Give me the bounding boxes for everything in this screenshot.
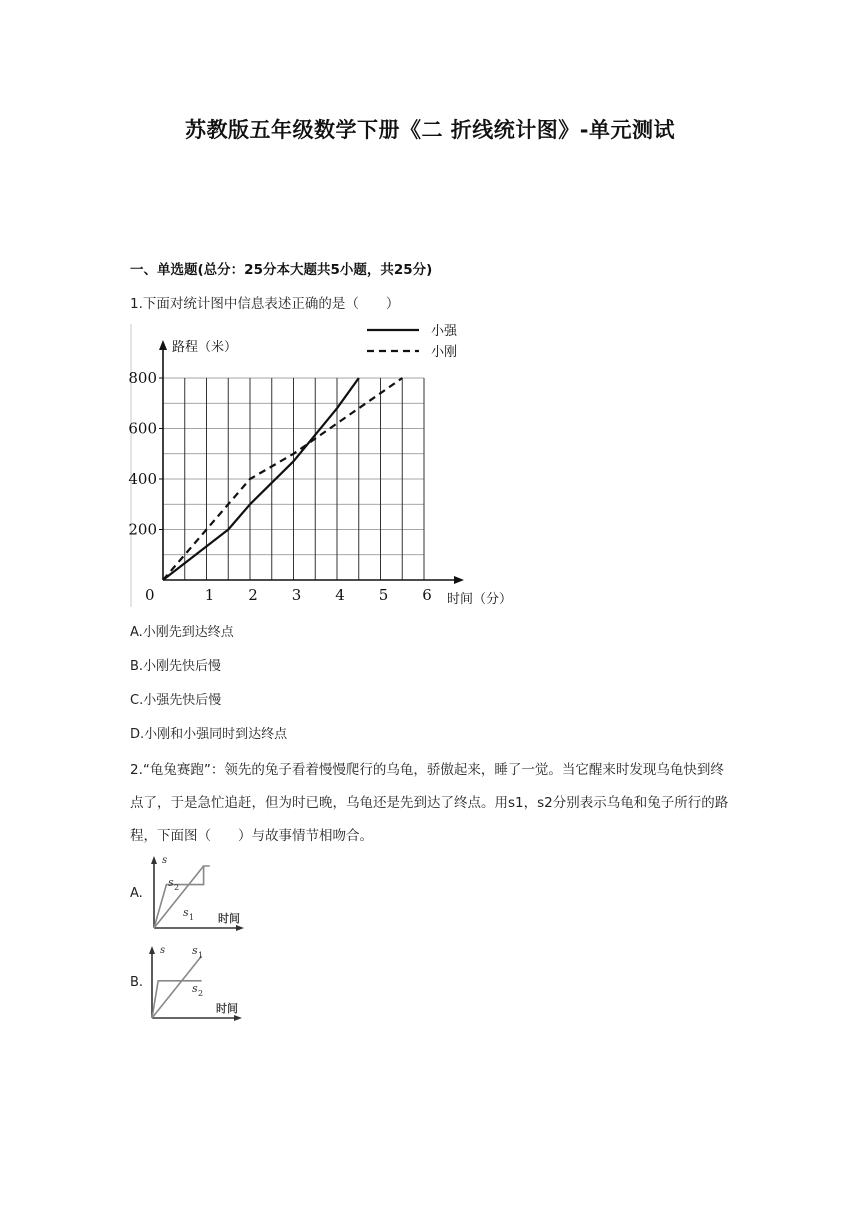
q1-option-d[interactable]: D.小刚和小强同时到达终点 <box>130 727 288 742</box>
y-tick-label: 800 <box>128 369 157 387</box>
mini-x-label: 时间 <box>216 1002 238 1015</box>
x-tick-label: 3 <box>291 586 302 604</box>
x-axis-arrow <box>454 576 464 584</box>
mini-sublabel-s2: 2 <box>174 883 180 892</box>
q2-option-a-graph[interactable] <box>146 850 250 934</box>
mini-y-arrow <box>149 946 155 954</box>
origin-label: 0 <box>145 586 155 604</box>
mini-label-s2: s <box>192 982 198 995</box>
page-title: 苏教版五年级数学下册《二 折线统计图》-单元测试 <box>184 118 676 142</box>
mini-line-s1 <box>154 866 204 928</box>
question-1-text: 1.下面对统计图中信息表述正确的是（ ） <box>130 296 400 312</box>
mini-y-label: s <box>160 945 166 956</box>
x-tick-label: 6 <box>422 586 432 604</box>
x-tick-label: 1 <box>204 586 215 604</box>
mini-y-label: s <box>162 855 168 866</box>
q2-option-b-graph[interactable] <box>144 940 248 1024</box>
y-tick-label: 600 <box>128 419 157 438</box>
x-axis-label: 时间（分） <box>447 592 513 607</box>
y-tick-label: 400 <box>128 470 157 488</box>
mini-label-s1: s <box>183 906 189 919</box>
y-axis-label: 路程（米） <box>172 340 238 355</box>
question-2-text: 2.“龟兔赛跑”：领先的兔子看着慢慢爬行的乌龟，骄傲起来，睡了一觉。当它醒来时发现乌龟快到终点了，于是急忙追赶，但为时已晚，乌龟还是先到达了终点。用s1，s2分别表示乌龟和兔子所行的路程，下面图（ ）与故事情节相吻合。 <box>130 762 729 844</box>
mini-x-arrow <box>234 1015 242 1021</box>
y-tick-label: 200 <box>128 520 157 539</box>
mini-label-s2: s <box>168 876 174 889</box>
q2-option-b-label[interactable]: B. <box>130 975 144 990</box>
q1-option-c[interactable]: C.小强先快后慢 <box>130 693 222 708</box>
legend-label-1: 小强 <box>431 324 458 339</box>
legend-label-2: 小刚 <box>431 345 458 360</box>
y-axis-arrow <box>159 340 167 350</box>
q2-option-a-label[interactable]: A. <box>130 886 143 901</box>
mini-y-arrow <box>151 856 157 864</box>
mini-x-arrow <box>236 925 244 931</box>
section-heading: 一、单选题(总分：25分本大题共5小题，共25分) <box>130 262 433 278</box>
q1-option-a[interactable]: A.小刚先到达终点 <box>130 625 234 640</box>
q1-option-b[interactable]: B.小刚先快后慢 <box>130 659 222 674</box>
mini-x-label: 时间 <box>218 912 240 925</box>
line-chart <box>128 320 528 612</box>
mini-sublabel-s2: 2 <box>198 989 204 998</box>
x-tick-label: 5 <box>378 586 389 604</box>
mini-sublabel-s1: 1 <box>198 951 204 960</box>
mini-sublabel-s1: 1 <box>189 913 195 922</box>
mini-label-s1: s <box>192 944 198 957</box>
x-tick-label: 4 <box>335 586 345 604</box>
x-tick-label: 2 <box>248 586 258 604</box>
